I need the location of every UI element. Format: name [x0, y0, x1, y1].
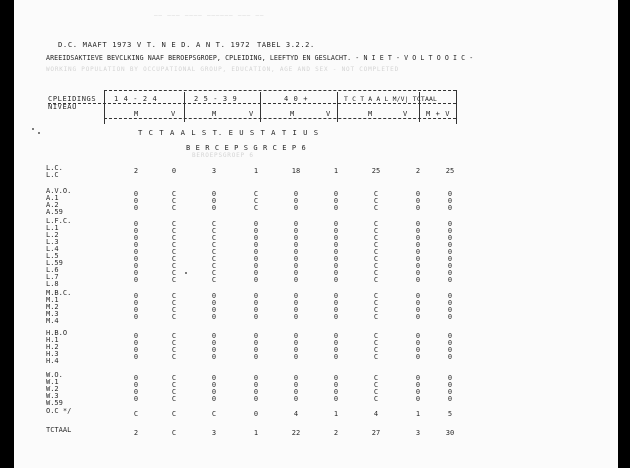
table-cell: 1 — [333, 410, 339, 418]
table-cell: 22 — [291, 429, 301, 437]
scan-speck — [32, 128, 34, 130]
corner-label-education: CPLEIDINGS — [48, 95, 97, 103]
header-divider-5 — [456, 90, 457, 124]
header-bottom-rule — [104, 118, 456, 119]
table-cell: 0 0 0 0 — [293, 332, 299, 361]
table-cell: 0 0 0 — [293, 190, 299, 212]
table-cell: C C C — [171, 190, 177, 212]
table-cell: 0 0 0 0 0 0 0 0 0 — [253, 220, 259, 284]
table-cell: 2 — [415, 167, 421, 175]
sex-col-5: M — [290, 110, 295, 118]
table-cell: C C C C C C C C C — [373, 220, 379, 284]
row-label: TCTAAL — [46, 426, 72, 434]
table-cell: 0 0 0 — [211, 190, 217, 212]
table-cell: 0 — [253, 410, 259, 418]
table-cell: C C C C — [373, 374, 379, 403]
scan-right-edge — [618, 0, 630, 468]
island-title: T C T A A L S T. E U S T A T I U S — [138, 128, 320, 137]
table-cell: 0 0 0 0 — [293, 292, 299, 321]
header-divider-2 — [260, 92, 261, 122]
table-cell: 0 0 0 0 0 0 0 0 0 — [447, 220, 453, 284]
table-cell: C C C C — [171, 332, 177, 361]
table-cell: 0 0 0 — [447, 190, 453, 212]
row-label: L.F.C. L.1 L.2 L.3 L.4 L.5 L.59 L.6 L.7 L.8 — [46, 217, 72, 288]
table-cell: C C C C — [373, 292, 379, 321]
table-cell: 1 — [253, 167, 259, 175]
table-cell: 0 0 0 0 — [253, 292, 259, 321]
table-cell: 0 0 0 — [133, 190, 139, 212]
header-divider-3 — [337, 92, 338, 122]
table-cell: C C C C — [373, 332, 379, 361]
table-cell: C C C C — [171, 292, 177, 321]
table-cell: 0 0 0 0 — [333, 332, 339, 361]
table-cell: 0 0 0 — [333, 190, 339, 212]
row-label: W.O. W.1 W.2 W.3 W.59 — [46, 371, 63, 407]
table-cell: 4 — [293, 410, 299, 418]
table-cell: 5 — [447, 410, 453, 418]
table-cell: 0 0 0 0 — [133, 374, 139, 403]
table-cell: 0 0 0 0 — [133, 332, 139, 361]
table-cell: 0 0 0 0 — [415, 374, 421, 403]
scan-speck — [38, 132, 40, 134]
sex-col-4: V — [249, 110, 254, 118]
table-cell: 3 — [415, 429, 421, 437]
subtitle: AREEIDSAKTIEVE BEVCLKING NAAF BEROEPSGROEP, CPLEIDING, LEEFTYD EN GESLACHT. - N I E T - V O L T O O I C - — [46, 54, 474, 62]
scan-speck — [185, 272, 187, 274]
sex-col-7: M — [368, 110, 373, 118]
table-label: TABEL 3.2.2. — [257, 41, 315, 49]
sex-col-6: V — [326, 110, 331, 118]
table-cell: 0 0 0 0 — [447, 292, 453, 321]
table-cell: C C C — [373, 190, 379, 212]
table-cell: 0 0 0 0 — [293, 374, 299, 403]
table-cell: 0 0 0 0 — [415, 292, 421, 321]
table-cell: 30 — [445, 429, 455, 437]
sex-col-9: M + V — [426, 110, 451, 118]
sex-col-8: V — [403, 110, 408, 118]
bleed-through-top: —— ——— ———— —————— ——— —— — [154, 12, 265, 19]
table-cell: 25 — [445, 167, 455, 175]
table-cell: 0 0 0 0 0 0 0 0 0 — [333, 220, 339, 284]
source-line: D.C. MAAFT 1973 V T. N E D. A N T. 1972 — [58, 40, 251, 49]
table-cell: 3 — [211, 167, 217, 175]
table-cell: 4 — [373, 410, 379, 418]
table-cell: 0 0 0 0 — [333, 292, 339, 321]
table-cell: C — [171, 429, 177, 437]
table-cell: 0 0 0 0 — [447, 374, 453, 403]
table-cell: 0 0 0 0 — [211, 292, 217, 321]
table-cell: C C C — [253, 190, 259, 212]
sex-col-1: M — [134, 110, 139, 118]
table-cell: C — [211, 410, 217, 418]
age-group-14-24: 1 4 - 2 4 — [114, 95, 158, 103]
corner-label-level: NIVEAU — [48, 103, 77, 111]
table-cell: 0 0 0 0 — [211, 332, 217, 361]
table-cell: 0 0 0 0 — [211, 374, 217, 403]
table-cell: C C C C C C C C C — [211, 220, 217, 284]
table-cell: 1 — [415, 410, 421, 418]
table-cell: 3 — [211, 429, 217, 437]
table-cell: 1 — [253, 429, 259, 437]
table-cell: C C C C C C C C C — [171, 220, 177, 284]
table-cell: 25 — [371, 167, 381, 175]
age-group-40-plus: 4 0 + — [284, 95, 309, 103]
table-cell: 0 0 0 — [415, 190, 421, 212]
row-label: M.B.C. M.1 M.2 M.3 M.4 — [46, 289, 72, 325]
age-group-25-39: 2 5 - 3 9 — [194, 95, 238, 103]
row-label: O.C */ — [46, 407, 72, 415]
scan-left-edge — [0, 0, 14, 468]
table-cell: 0 0 0 0 0 0 0 0 0 — [133, 220, 139, 284]
table-cell: C — [133, 410, 139, 418]
bleed-through-subtitle: WORKING POPULATION BY OCCUPATIONAL GROUP, EDUCATION, AGE AND SEX - NOT COMPLETED — [46, 66, 399, 73]
table-cell: 2 — [333, 429, 339, 437]
table-cell: 2 — [133, 167, 139, 175]
table-cell: 2 — [133, 429, 139, 437]
header-top-rule — [104, 90, 456, 91]
row-label: L.C. L.C — [46, 164, 63, 179]
table-cell: 18 — [291, 167, 301, 175]
age-group-total: T C T A A L M/V| TCTAAL — [344, 95, 438, 103]
table-cell: 0 0 0 0 — [333, 374, 339, 403]
table-cell: 0 0 0 0 — [133, 292, 139, 321]
table-cell: 27 — [371, 429, 381, 437]
group-title: B E R C E P S G R C E P 6 — [186, 144, 307, 152]
table-cell: C — [171, 410, 177, 418]
sex-col-3: M — [212, 110, 217, 118]
table-cell: C C C C — [171, 374, 177, 403]
sex-col-2: V — [171, 110, 176, 118]
row-label: A.V.O. A.1 A.2 A.59 — [46, 187, 72, 216]
table-cell: 0 0 0 0 — [447, 332, 453, 361]
row-label: H.B.O H.1 H.2 H.3 H.4 — [46, 329, 68, 365]
table-cell: 0 0 0 0 — [253, 374, 259, 403]
group-title-bleed: BEROEPSGROEP 6 — [192, 152, 254, 159]
document-page — [14, 0, 618, 468]
header-divider-1 — [184, 92, 185, 122]
table-cell: 0 0 0 0 — [253, 332, 259, 361]
header-divider-0 — [104, 90, 105, 124]
header-mid-rule — [48, 103, 456, 104]
table-cell: 0 0 0 0 0 0 0 0 0 — [415, 220, 421, 284]
table-cell: 0 0 0 0 0 0 0 0 0 — [293, 220, 299, 284]
table-cell: 1 — [333, 167, 339, 175]
table-cell: 0 0 0 0 — [415, 332, 421, 361]
table-cell: 0 — [171, 167, 177, 175]
